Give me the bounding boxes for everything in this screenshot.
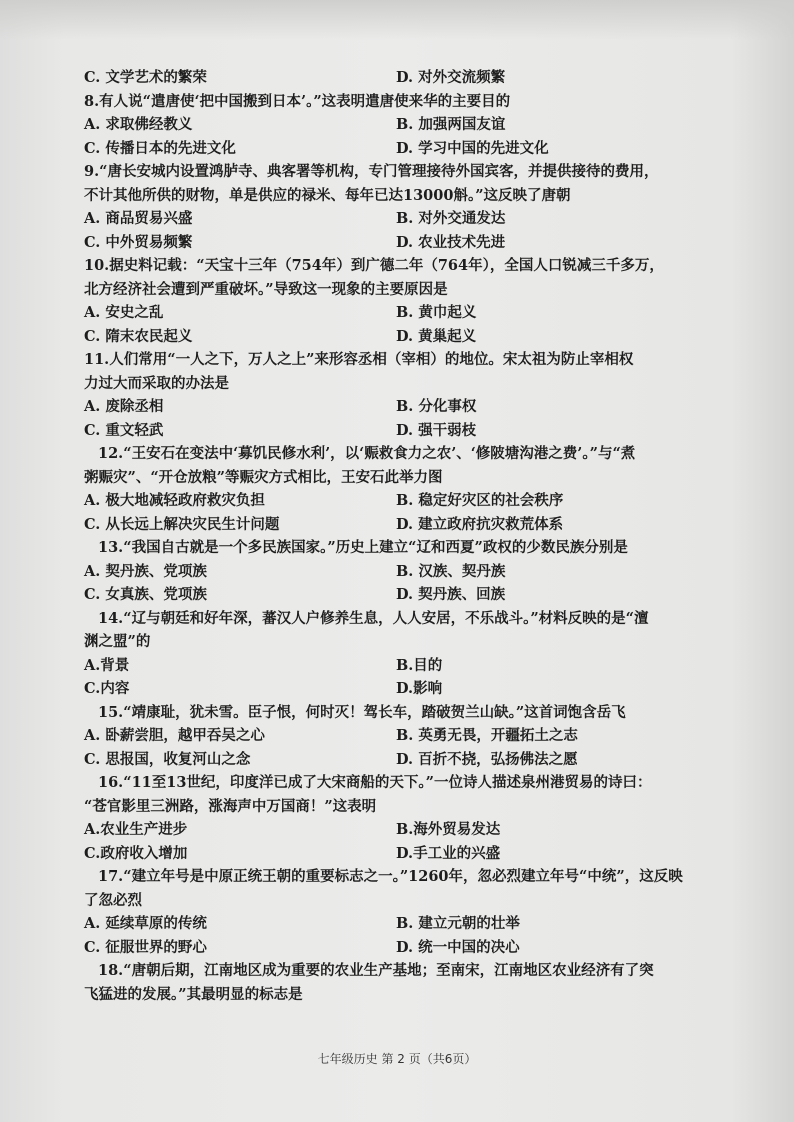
q11-stem-line-1: 11.人们常用“一人之下，万人之上”来形容丞相（宰相）的地位。宋太祖为防止宰相权 xyxy=(84,351,634,368)
q7-option-c: C. 文学艺术的繁荣 xyxy=(84,69,207,86)
q16-option-a: A.农业生产进步 xyxy=(84,821,188,838)
q11-option-b: B. 分化事权 xyxy=(396,398,477,415)
q12-options-row-2 xyxy=(84,513,724,537)
q12-option-b: B. 稳定好灾区的社会秩序 xyxy=(396,492,564,509)
q17-options-row-2 xyxy=(84,936,724,960)
q15-option-a: A. 卧薪尝胆，越甲吞吴之心 xyxy=(84,727,265,744)
q9-option-c: C. 中外贸易频繁 xyxy=(84,233,193,251)
q13-option-c: C. 女真族、党项族 xyxy=(84,586,207,603)
page-footer: 七年级历史 第 2 页（共6页） xyxy=(317,1052,477,1066)
q10-option-b: B. 黄巾起义 xyxy=(396,304,477,321)
q12-stem-line-1: 12.“王安石在变法中‘募饥民修水利’，以‘赈救食力之农’、‘修陂塘沟港之费’。”与“煮 xyxy=(98,445,636,462)
q12-stem-line-2: 粥赈灾”、“开仓放粮”等赈灾方式相比，王安石此举力图 xyxy=(84,468,443,486)
exam-content xyxy=(84,66,724,1006)
q15-options-row-1 xyxy=(84,724,724,748)
q17-option-d: D. 统一中国的决心 xyxy=(396,938,520,956)
q10-option-a: A. 安史之乱 xyxy=(84,304,164,321)
q15-option-c: C. 思报国，收复河山之念 xyxy=(84,750,251,768)
paper-edge-shadow xyxy=(0,0,794,40)
q10-options-row-1 xyxy=(84,301,724,325)
q13-stem: 13.“我国自古就是一个多民族国家。”历史上建立“辽和西夏”政权的少数民族分别是 xyxy=(98,539,628,556)
q13-option-d: D. 契丹族、回族 xyxy=(396,586,506,603)
q8-option-d: D. 学习中国的先进文化 xyxy=(396,139,549,157)
q17-stem-line-1: 17.“建立年号是中原正统王朝的重要标志之一。”1260年，忽必烈建立年号“中统”，这反映 xyxy=(98,868,683,885)
q14-option-d: D.影响 xyxy=(396,680,443,697)
q9-options-row-2 xyxy=(84,231,724,255)
q9-option-a: A. 商品贸易兴盛 xyxy=(84,210,193,227)
q17-options-row-1 xyxy=(84,912,724,936)
q17-option-b: B. 建立元朝的壮举 xyxy=(396,915,520,932)
q12-option-d: D. 建立政府抗灾救荒体系 xyxy=(396,515,564,533)
q16-options-row-1 xyxy=(84,818,724,842)
q11-option-d: D. 强干弱枝 xyxy=(396,421,477,439)
q17-option-c: C. 征服世界的野心 xyxy=(84,938,207,956)
q14-option-a: A.背景 xyxy=(84,656,130,674)
q8-option-a: A. 求取佛经教义 xyxy=(84,116,193,133)
q10-option-d: D. 黄巢起义 xyxy=(396,327,477,345)
q8-stem: 8.有人说“遣唐使‘把中国搬到日本’。”这表明遣唐使来华的主要目的 xyxy=(84,92,511,110)
q10-options-row-2 xyxy=(84,325,724,349)
q8-option-b: B. 加强两国友谊 xyxy=(396,116,506,133)
q9-stem-line-1: 9.“唐长安城内设置鸿胪寺、典客署等机构，专门管理接待外国宾客，并提供接待的费用， xyxy=(84,163,659,180)
q15-stem: 15.“靖康耻，犹未雪。臣子恨，何时灭！驾长车，踏破贺兰山缺。”这首词饱含岳飞 xyxy=(98,703,626,721)
q16-stem-line-2: “苍官影里三洲路，涨海声中万国商！”这表明 xyxy=(84,797,377,815)
q16-options-row-2 xyxy=(84,842,724,866)
q10-stem-line-1: 10.据史料记载：“天宝十三年（754年）到广德二年（764年），全国人口锐减三千多万， xyxy=(84,257,664,274)
q13-options-row-2 xyxy=(84,583,724,607)
q11-option-c: C. 重文轻武 xyxy=(84,421,164,439)
q16-option-b: B.海外贸易发达 xyxy=(396,821,501,838)
q9-option-b: B. 对外交通发达 xyxy=(396,210,506,227)
q14-stem-line-2: 渊之盟”的 xyxy=(84,633,151,650)
q14-options-row-2 xyxy=(84,677,724,701)
q15-option-d: D. 百折不挠，弘扬佛法之愿 xyxy=(396,750,578,768)
q10-option-c: C. 隋末农民起义 xyxy=(84,327,193,345)
q8-options-row-1 xyxy=(84,113,724,137)
q14-stem-line-1: 14.“辽与朝廷和好年深，蕃汉人户修养生息，人人安居，不乐战斗。”材料反映的是“澶 xyxy=(98,609,649,627)
q17-stem-line-2: 了忽必烈 xyxy=(84,891,142,909)
q12-option-c: C. 从长远上解决灾民生计问题 xyxy=(84,515,280,533)
q15-option-b: B. 英勇无畏，开疆拓土之志 xyxy=(396,727,578,744)
q16-stem-line-1: 16.“11至13世纪，印度洋已成了大宋商船的天下。”一位诗人描述泉州港贸易的诗曰： xyxy=(98,774,652,791)
q7-option-d: D. 对外交流频繁 xyxy=(396,69,506,86)
q17-option-a: A. 延续草原的传统 xyxy=(84,915,207,932)
q11-options-row-2 xyxy=(84,419,724,443)
q11-option-a: A. 废除丞相 xyxy=(84,398,164,415)
q18-stem-line-1: 18.“唐朝后期，江南地区成为重要的农业生产基地；至南宋，江南地区农业经济有了突 xyxy=(98,962,654,979)
q9-option-d: D. 农业技术先进 xyxy=(396,233,506,251)
q8-options-row-2 xyxy=(84,137,724,161)
q7-options-row-1 xyxy=(84,66,724,90)
q14-option-b: B.目的 xyxy=(396,656,443,674)
q12-options-row-1 xyxy=(84,489,724,513)
q8-option-c: C. 传播日本的先进文化 xyxy=(84,139,236,157)
q12-option-a: A. 极大地减轻政府救灾负担 xyxy=(84,492,265,509)
q15-options-row-2 xyxy=(84,748,724,772)
q16-option-d: D.手工业的兴盛 xyxy=(396,844,501,862)
q14-option-c: C.内容 xyxy=(84,680,130,697)
q13-option-a: A. 契丹族、党项族 xyxy=(84,562,207,580)
q14-options-row-1 xyxy=(84,654,724,678)
q11-stem-line-2: 力过大而采取的办法是 xyxy=(84,374,229,392)
q9-stem-line-2: 不计其他所供的财物，单是供应的禄米、每年已达13000斛。”这反映了唐朝 xyxy=(84,186,571,204)
q13-options-row-1 xyxy=(84,560,724,584)
q11-options-row-1 xyxy=(84,395,724,419)
q9-options-row-1 xyxy=(84,207,724,231)
q16-option-c: C.政府收入增加 xyxy=(84,844,188,862)
q10-stem-line-2: 北方经济社会遭到严重破坏。”导致这一现象的主要原因是 xyxy=(84,280,448,298)
q13-option-b: B. 汉族、契丹族 xyxy=(396,562,506,580)
q18-stem-line-2: 飞猛进的发展。”其最明显的标志是 xyxy=(84,985,303,1003)
